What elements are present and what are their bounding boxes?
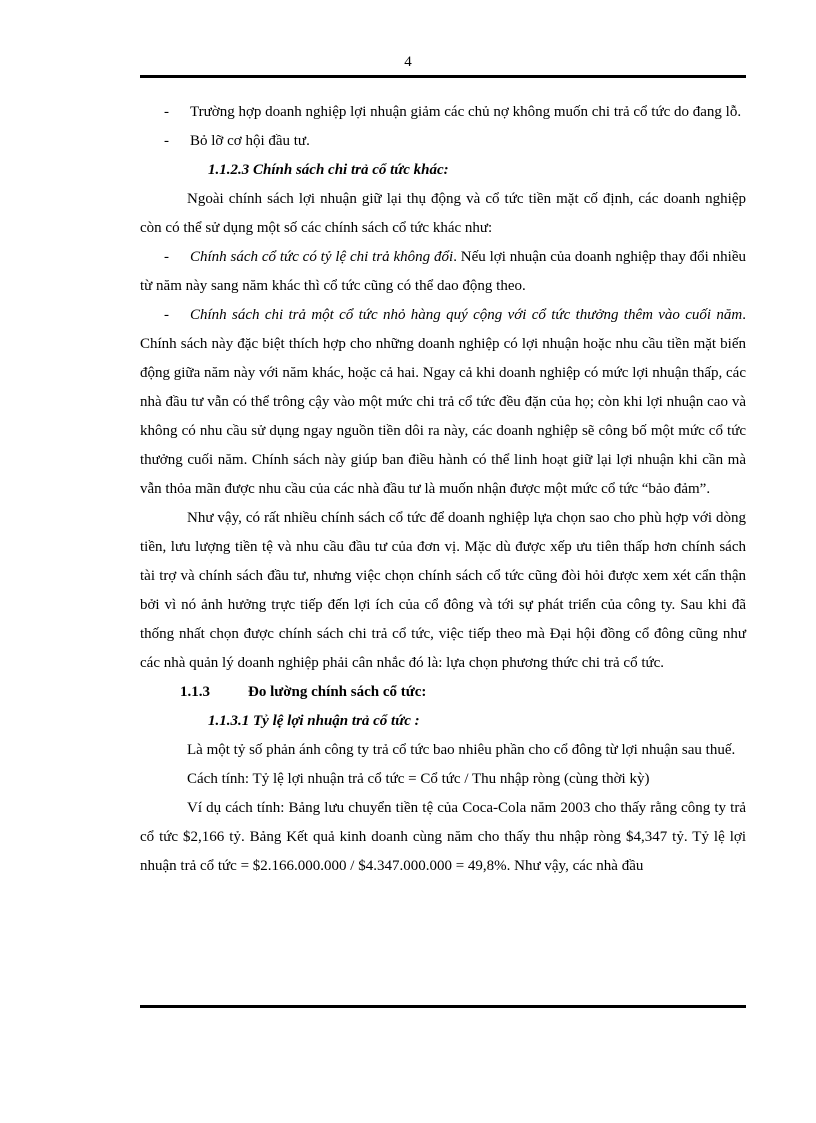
list-item-text: . Chính sách này đặc biệt thích hợp cho những doanh nghiệp có lợi nhuận hoặc nhu cầu tiền mặt biến động giữa năm này với năm khác, hoặc cả hai. Ngay cả khi doanh nghiệp có mức lợi nhuận thấp, các nhà đầu tư vẫn có thể trông cậy vào một mức chi trả cổ tức đều đặn của họ; còn khi lợi nhuận cao và không có nhu cầu sử dụng ngay nguồn tiền dôi ra này, các doanh nghiệp sẽ công bố một mức cổ tức thưởng cuối năm. Chính sách này giúp ban điều hành có thể linh hoạt giữ lại lợi nhuận khi cần mà vẫn thỏa mãn được nhu cầu của các nhà đầu tư là muốn nhận được một mức cổ tức “bảo đảm”.: [140, 307, 746, 497]
paragraph: Là một tỷ số phản ánh công ty trả cổ tức bao nhiêu phần cho cổ đông từ lợi nhuận sau thuế.: [187, 742, 736, 758]
section-heading-1-1-3-1: 1.1.3.1 Tỷ lệ lợi nhuận trả cổ tức :: [208, 713, 420, 729]
paragraph: Như vậy, có rất nhiều chính sách cổ tức để doanh nghiệp lựa chọn sao cho phù hợp với dòng tiền, lưu lượng tiền tệ và nhu cầu đầu tư của đơn vị. Mặc dù được xếp ưu tiên thấp hơn chính sách tài trợ và chính sách đầu tư, nhưng việc chọn chính sách cổ tức cũng đòi hỏi được xem xét cẩn thận bởi vì nó ảnh hưởng trực tiếp đến lợi ích của cổ đông và tới sự phát triển của công ty. Sau khi đã thống nhất chọn được chính sách chi trả cổ tức, việc tiếp theo mà Đại hội đồng cổ đông cũng như các nhà quản lý doanh nghiệp phải cân nhắc đó là: lựa chọn phương thức chi trả cổ tức.: [140, 510, 746, 671]
list-item: [140, 301, 746, 504]
policy-name: Chính sách cổ tức có tỷ lệ chi trả không đổi: [190, 249, 454, 265]
bullet-text: Bỏ lỡ cơ hội đầu tư.: [190, 133, 310, 149]
dash-marker: -: [164, 133, 169, 149]
section-number: 1.1.3: [180, 684, 210, 700]
dash-marker: -: [164, 307, 169, 323]
section-heading-1-1-3: [140, 678, 746, 707]
policy-name: Chính sách chi trả một cổ tức nhỏ hàng quý cộng với cổ tức thưởng thêm vào cuối năm: [190, 307, 743, 323]
section-title: Đo lường chính sách cổ tức:: [248, 684, 427, 700]
example-paragraph: Ví dụ cách tính: Bảng lưu chuyển tiền tệ của Coca-Cola năm 2003 cho thấy rằng công ty trả cổ tức $2,166 tỷ. Bảng Kết quả kinh doanh cùng năm cho thấy thu nhập ròng $4,347 tỷ. Tỷ lệ lợi nhuận trả cổ tức = $2.166.000.000 / $4.347.000.000 = 49,8%. Như vậy, các nhà đầu: [140, 800, 746, 874]
header-rule: [140, 75, 746, 78]
paragraph: Ngoài chính sách lợi nhuận giữ lại thụ động và cổ tức tiền mặt cố định, các doanh nghiệp còn có thể sử dụng một số các chính sách cổ tức khác như:: [140, 191, 746, 236]
dash-marker: -: [164, 104, 169, 120]
bullet-item: [140, 127, 746, 156]
document-body: [140, 98, 746, 881]
list-item: [140, 243, 746, 301]
section-heading-1-1-2-3: 1.1.2.3 Chính sách chi trả cổ tức khác:: [208, 162, 449, 178]
dash-marker: -: [164, 249, 169, 265]
page-number: 4: [404, 54, 412, 70]
formula-paragraph: Cách tính: Tỷ lệ lợi nhuận trả cổ tức = Cổ tức / Thu nhập ròng (cùng thời kỳ): [187, 771, 650, 787]
list-item-text: . Nếu lợi nhuận của doanh nghiệp thay đổi nhiều từ năm này sang năm khác thì cổ tức cũng có thể dao động theo.: [140, 249, 747, 294]
bullet-item: [140, 98, 746, 127]
footer-rule: [140, 1005, 746, 1008]
bullet-text: Trường hợp doanh nghiệp lợi nhuận giảm các chủ nợ không muốn chi trả cổ tức do đang lỗ.: [190, 104, 742, 120]
